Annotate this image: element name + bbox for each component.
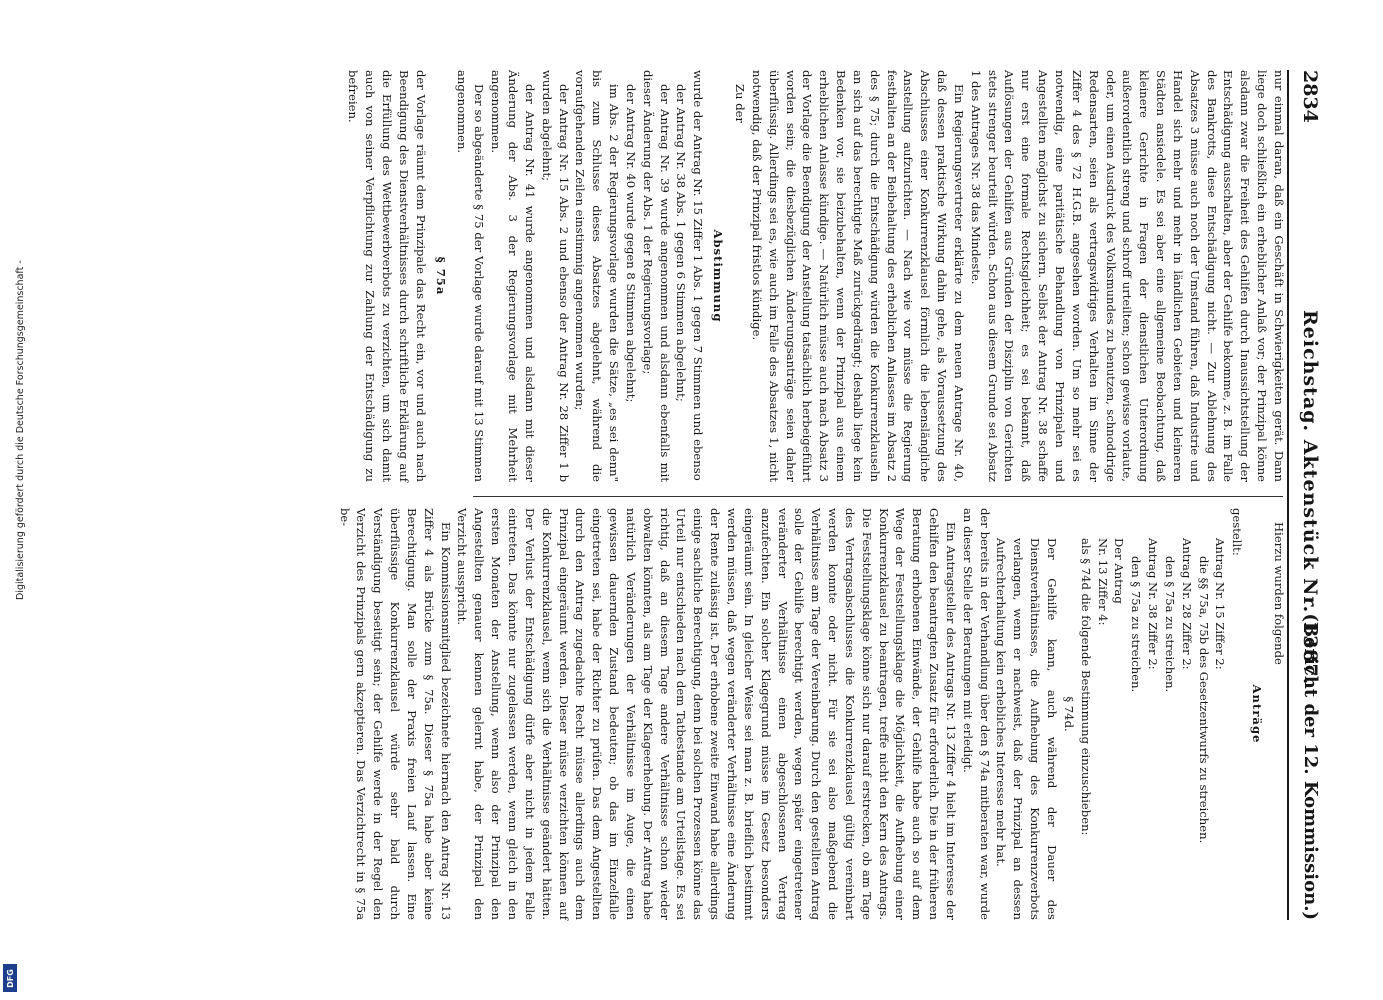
motion-label: Der Antrag (1112, 538, 1127, 604)
section-heading-antraege: Anträge (1250, 684, 1265, 744)
section-heading-abstimmung: Abstimmung (711, 229, 726, 323)
paragraph: gestellt: (1230, 508, 1245, 556)
paragraph: Hierzu wurden folgende (1272, 522, 1286, 665)
page-title: Reichstag. Aktenstück Nr. 1387. (1299, 310, 1321, 686)
motion-label: Nr. 13 Ziffer 4: (1095, 538, 1110, 626)
motion-text: den § 75a zu streichen. (1129, 556, 1144, 693)
section-heading-75a: § 75a (433, 256, 448, 296)
paragraph: Der so abgeänderte § 75 der Vorlage wurde darauf mit 13 Stimmen angenommen. (455, 70, 487, 482)
motion-label: Antrag Nr. 15 Ziffer 2: (1213, 538, 1228, 670)
left-column (346, 70, 1287, 482)
page-header (1287, 70, 1321, 920)
page-number: 2834 (1299, 70, 1321, 123)
paragraph: der Antrag Nr. 40 wurde gegen 8 Stimmen abgelehnt; (623, 84, 638, 403)
motion-text: die §§ 75a, 75b des Gesetzentwurfs zu streichen. (1196, 556, 1211, 844)
quoted-provision: Der Gehilfe kann, auch während der Dauer des Dienstverhältnisses, die Aufhebung des Konkurrenzverbots verlangen, wenn er nachweist, daß der Prinzipal an dessen Aufrechterhaltung kein erhebliches Interesse mehr hat. (994, 538, 1060, 920)
column-divider (473, 496, 1283, 497)
motion-text: den § 75a zu streichen. (1162, 556, 1177, 693)
right-column (337, 508, 1287, 920)
paragraph: der Antrag Nr. 38 Abs. 1 gegen 6 Stimmen abgelehnt; (674, 84, 689, 402)
paragraph: der Antrag Nr. 15 Abs. 2 und ebenso der Antrag Nr. 28 Ziffer 1 b wurden abgelehnt; (539, 70, 571, 482)
motion-label: Antrag Nr. 38 Ziffer 2: (1146, 538, 1161, 670)
dfg-logo-text: DFG (5, 968, 15, 988)
paragraph: Ein Kommissionsmitglied bezeichnete hiernach den Antrag Nr. 13 Ziffer 4 als Brücke zum § 75a. Dieser § 75a habe aber keine Berechtigung. Man solle der Praxis freien Lauf lassen. Eine überflüssige Konkurrenzklausel würde sehr bald durch Verständigung beseitigt sein; der Gehilfe werde in der Regel den Verzicht des Prinzipals gern akzeptieren. Das Verzichtrecht in § 75a be- (337, 508, 453, 920)
motion-text: als § 74d die folgende Bestimmung einzuschieben: (1078, 538, 1093, 836)
paragraph: Ein Antragsteller des Antrags Nr. 13 Ziffer 4 hielt im Interesse der Gehilfen den beantragten Zusatz für erforderlich. Die in der früheren Beratung erhobenen Einwände, der Gehilfe habe auch so auf dem Wege der Feststellungsklage die Möglichkeit, die Aufhebung einer Konkurrenzklausel zu beantragen, treffe nicht den Kern des Antrags. Die Feststellungsklage könne sich nur darauf erstrecken, ob am Tage des Vertragsabschlusses die Konkurrenzklausel gültig vereinbart werden konnte oder nicht. Für sie sei also maßgebend die Verhältnisse am Tage der Vereinbarung. Durch den gestellten Antrag solle der Gehilfe berechtigt werden, wegen später eingetretener veränderter Verhältnisse einen abgeschlossenen Vertrag anzufechten. Ein solcher Klagegrund müsse im Gesetz besonders eingeräumt sein. In gleicher Weise sei man z. B. brieflich bestimmt werden müssen, daß wegen veränderter Verhältnisse eine Änderung der Rente zulässig ist. Der erhobene zweite Einwand habe allerdings einige sachliche Berechtigung, denn bei solchen Prozessen könne das Urteil nur entschieden nach dem Tatbestande am Urteilstage. Es sei richtig, daß an diesem Tage andere Verhältnisse schon wieder obwalten könnten, als am Tage der Klageerhebung. Der Antrag habe natürlich Veränderungen der Verhältnisse im Auge, die einen gewissen dauernden Zustand bedeuten; ob das im Einzelfalle eingetreten sei, habe der Richter zu prüfen. Das dem Angestellten durch den Antrag zugedachte Recht müsse allerdings auch dem Prinzipal eingeräumt werden. Dieser müsse verzichten können auf die Konkurrenzklausel, wenn sich die Verhältnisse geändert hätten. Der Verlust der Entschädigung dürfe aber nicht in jedem Falle eintreten. Das könnte nur zugelassen werden, wenn gleich in den ersten Monaten der Anstellung, wenn also der Prinzipal den Angestellten genauer kennen gelernt habe, der Prinzipal den Verzicht ausspricht. (455, 508, 958, 920)
paragraph: der bereits in der Verhandlung über den § 74a mitberaten war, wurde an dieser Stelle der Beratungen mit erledigt. (960, 508, 992, 920)
paragraph: im Abs. 2 der Regierungsvorlage wurden die Sätze, „es sei denn" bis zum Schlusse dieses Absatzes abgelehnt, während die voraufgehenden Zeilen einstimmig angenommen wurden; (573, 70, 622, 482)
section-label-74d: § 74d. (1061, 696, 1076, 732)
motion-label: Antrag Nr. 28 Ziffer 2: (1179, 538, 1194, 670)
paragraph: nur einmal daran, daß ein Geschäft in Schwierigkeiten gerät. Dann liege doch schließlich ein erheblicher Anlaß vor; der Prinzipal könne alsdann zwar die Freiheit des Gehilfen durch Inaussichtstellung der Entschädigung ausschalten, aber der Gehilfe bekomme, z. B. im Falle des Bankrotts, diese Entschädigung nicht. — Zur Ablehnung des Absatzes 3 müsse auch noch der Umstand führen, daß Industrie und Handel sich mehr und mehr in ländlichen Gebieten und kleineren Städten ansiedele. Es sei aber eine allgemeine Beobachtung, daß kleinere Gerichte in Fragen der dienstlichen Unterordnung außerordentlich streng und schroff urteilten; schon gewisse vorlaute, oder, um einen Ausdruck des Volksmundes zu benutzen, schnoddrige Redensarten, seien als vertragswidriges Verhalten im Sinne der Ziffer 4 des § 72 H.G.B. angesehen worden. Um so mehr sei es notwendig, eine paritätische Behandlung von Prinzipalen und Angestellten möglichst zu sichern. Selbst der Antrag Nr. 38 schaffe nur erst eine formale Rechtsgleichheit; es sei bekannt, daß Auflösungen der Gehilfen aus Gründen der Disziplin von Gerichten stets strenger beurteilt würden. Schon aus diesem Grunde sei Absatz 1 des Antrages Nr. 38 das Mindeste. (968, 70, 1286, 482)
paragraph: der Antrag Nr. 39 wurde angenommen und alsdann ebenfalls mit dieser Änderung der Abs. 1 der Regierungsvorlage; (640, 70, 672, 482)
paragraph: der Antrag Nr. 41 wurde angenommen und alsdann mit dieser Änderung der Abs. 3 der Regierungsvorlage mit Mehrheit angenommen. (489, 70, 537, 482)
paragraph: Ein Regierungsvertreter erklärte zu dem neuen Antrage Nr. 40, daß dessen praktische Wirkung dahin gehe, als Voraussetzung des Abschlusses einer Konkurrenzklausel förmlich die lebenslängliche Anstellung aufzurichten. — Nach wie vor müsse die Regierung festhalten an der Beibehaltung des erheblichen Anlasses im Absatz 2 des § 75; durch die Entschädigung würden die Konkurrenzklauseln an sich auf das berechtigte Maß zurückgedrängt; deshalb liege kein Bedenken vor, sie beizubehalten, wenn der Prinzipal aus einem erheblichen Anlasse kündige. — Natürlich müsse auch nach Absatz 3 der Vorlage die Beendigung der Anstellung tatsächlich herbeigeführt worden sein; die diesbezüglichen Änderungsanträge seien daher überflüssig. Allerdings sei es, wie auch im Falle des Absatzes 1, nicht notwendig, daß der Prinzipal fristlos kündige. (749, 70, 966, 482)
attribution-text: Digitalisierung gefördert durch die Deutsche Forschungsgemeinschaft - (15, 260, 26, 600)
paragraph: der Vorlage räumt dem Prinzipale das Recht ein, vor und auch nach Beendigung des Dienstverhältnisses durch schriftliche Erklärung auf die Erfüllung des Wettbewerbverbots zu verzichten, um sich damit auch von seiner Verpflichtung zur Zahlung der Entschädigung zu befreien. (346, 70, 428, 482)
paragraph: Zu der (733, 84, 747, 124)
paragraph: wurde der Antrag Nr. 15 Ziffer 1 Abs. 1 gegen 7 Stimmen und ebenso (691, 70, 706, 481)
page-subtitle: (Bericht der 12. Kommission.) (1300, 613, 1321, 920)
